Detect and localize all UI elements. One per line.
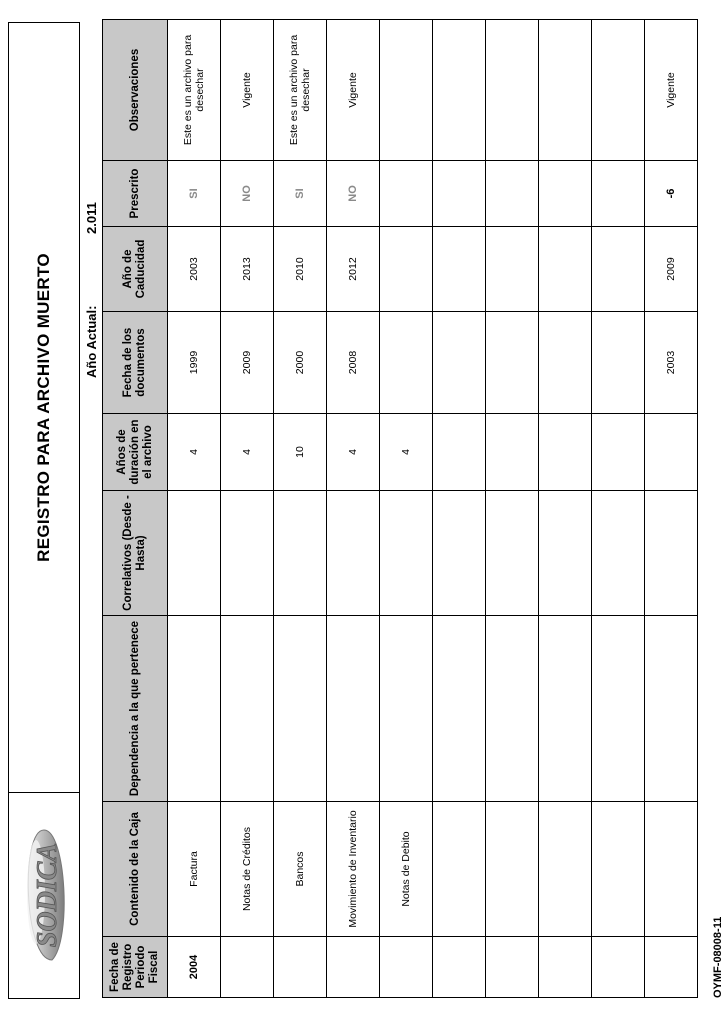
cell-correlativos bbox=[433, 491, 486, 616]
cell-observaciones bbox=[486, 20, 539, 161]
cell-duracion: 4 bbox=[221, 414, 274, 491]
col-header-fecha-documentos: Fecha de los documentos bbox=[103, 312, 168, 414]
cell-fecha-documentos bbox=[539, 312, 592, 414]
cell-prescrito bbox=[433, 161, 486, 227]
cell-dependencia bbox=[221, 616, 274, 802]
cell-duracion bbox=[539, 414, 592, 491]
logo-text: SODICA bbox=[32, 843, 63, 948]
current-year-line bbox=[84, 0, 102, 1014]
cell-observaciones: Este es un archivo para desechar bbox=[168, 20, 221, 161]
cell-observaciones: Este es un archivo para desechar bbox=[274, 20, 327, 161]
cell-fecha bbox=[592, 937, 645, 998]
cell-correlativos bbox=[486, 491, 539, 616]
cell-fecha bbox=[327, 937, 380, 998]
cell-fecha bbox=[221, 937, 274, 998]
cell-fecha: 2004 bbox=[168, 937, 221, 998]
cell-dependencia bbox=[645, 616, 698, 802]
cell-fecha-documentos: 2000 bbox=[274, 312, 327, 414]
col-header-dependencia: Dependencia a la que pertenece bbox=[103, 616, 168, 802]
cell-contenido: Factura bbox=[168, 802, 221, 937]
cell-prescrito bbox=[592, 161, 645, 227]
cell-fecha-documentos: 1999 bbox=[168, 312, 221, 414]
cell-prescrito bbox=[539, 161, 592, 227]
cell-correlativos bbox=[168, 491, 221, 616]
table-row bbox=[539, 20, 592, 998]
cell-duracion bbox=[645, 414, 698, 491]
cell-caducidad bbox=[592, 227, 645, 312]
cell-contenido: Notas de Créditos bbox=[221, 802, 274, 937]
cell-dependencia bbox=[486, 616, 539, 802]
cell-fecha bbox=[433, 937, 486, 998]
cell-observaciones bbox=[433, 20, 486, 161]
cell-contenido bbox=[486, 802, 539, 937]
cell-caducidad bbox=[539, 227, 592, 312]
cell-prescrito: NO bbox=[327, 161, 380, 227]
table-row bbox=[592, 20, 645, 998]
cell-duracion: 4 bbox=[380, 414, 433, 491]
current-year-value: 2.011 bbox=[84, 202, 99, 234]
cell-fecha bbox=[486, 937, 539, 998]
cell-dependencia bbox=[433, 616, 486, 802]
col-header-observaciones: Observaciones bbox=[103, 20, 168, 161]
cell-dependencia bbox=[592, 616, 645, 802]
cell-duracion bbox=[592, 414, 645, 491]
cell-caducidad bbox=[380, 227, 433, 312]
cell-contenido bbox=[433, 802, 486, 937]
company-logo bbox=[14, 821, 74, 971]
cell-dependencia bbox=[380, 616, 433, 802]
cell-prescrito: SI bbox=[168, 161, 221, 227]
cell-fecha-documentos bbox=[380, 312, 433, 414]
cell-correlativos bbox=[327, 491, 380, 616]
cell-caducidad: 2003 bbox=[168, 227, 221, 312]
cell-dependencia bbox=[168, 616, 221, 802]
cell-dependencia bbox=[539, 616, 592, 802]
cell-observaciones bbox=[592, 20, 645, 161]
table-row bbox=[380, 20, 433, 998]
cell-fecha-documentos bbox=[592, 312, 645, 414]
form-code: OYMF-08008-11 bbox=[712, 916, 724, 998]
cell-contenido: Movimiento de Inventario bbox=[327, 802, 380, 937]
table-row bbox=[221, 20, 274, 998]
cell-fecha-documentos: 2009 bbox=[221, 312, 274, 414]
table-row bbox=[274, 20, 327, 998]
cell-fecha bbox=[274, 937, 327, 998]
cell-fecha-documentos bbox=[433, 312, 486, 414]
document-title: REGISTRO PARA ARCHIVO MUERTO bbox=[34, 253, 53, 562]
cell-observaciones bbox=[539, 20, 592, 161]
cell-caducidad bbox=[486, 227, 539, 312]
cell-caducidad: 2013 bbox=[221, 227, 274, 312]
cell-contenido bbox=[645, 802, 698, 937]
cell-dependencia bbox=[327, 616, 380, 802]
cell-correlativos bbox=[645, 491, 698, 616]
table-row bbox=[168, 20, 221, 998]
table-row bbox=[433, 20, 486, 998]
cell-caducidad: 2010 bbox=[274, 227, 327, 312]
registry-table bbox=[102, 19, 698, 998]
cell-prescrito bbox=[380, 161, 433, 227]
cell-prescrito: SI bbox=[274, 161, 327, 227]
cell-observaciones bbox=[380, 20, 433, 161]
cell-correlativos bbox=[592, 491, 645, 616]
cell-duracion bbox=[486, 414, 539, 491]
cell-duracion: 4 bbox=[327, 414, 380, 491]
cell-correlativos bbox=[221, 491, 274, 616]
cell-contenido: Notas de Debito bbox=[380, 802, 433, 937]
col-header-prescrito: Prescrito bbox=[103, 161, 168, 227]
cell-caducidad: 2012 bbox=[327, 227, 380, 312]
col-header-contenido: Contenido de la Caja bbox=[103, 802, 168, 937]
cell-fecha-documentos bbox=[486, 312, 539, 414]
cell-fecha bbox=[380, 937, 433, 998]
cell-fecha bbox=[645, 937, 698, 998]
cell-prescrito bbox=[486, 161, 539, 227]
cell-contenido bbox=[539, 802, 592, 937]
logo-cell bbox=[9, 792, 79, 998]
cell-duracion: 4 bbox=[168, 414, 221, 491]
col-header-caducidad: Año de Caducidad bbox=[103, 227, 168, 312]
cell-observaciones: Vigente bbox=[645, 20, 698, 161]
current-year-label: Año Actual: bbox=[84, 305, 99, 378]
cell-correlativos bbox=[539, 491, 592, 616]
cell-caducidad bbox=[433, 227, 486, 312]
col-header-fecha-registro: Fecha de Registro Periodo Fiscal bbox=[103, 937, 168, 998]
table-header-row bbox=[103, 20, 168, 998]
cell-prescrito: -6 bbox=[645, 161, 698, 227]
cell-duracion bbox=[433, 414, 486, 491]
cell-contenido bbox=[592, 802, 645, 937]
cell-fecha-documentos: 2008 bbox=[327, 312, 380, 414]
col-header-correlativos: Correlativos (Desde -Hasta) bbox=[103, 491, 168, 616]
cell-contenido: Bancos bbox=[274, 802, 327, 937]
cell-prescrito: NO bbox=[221, 161, 274, 227]
cell-observaciones: Vigente bbox=[221, 20, 274, 161]
table-row bbox=[486, 20, 539, 998]
cell-correlativos bbox=[380, 491, 433, 616]
document-header bbox=[8, 22, 80, 999]
cell-correlativos bbox=[274, 491, 327, 616]
cell-fecha bbox=[539, 937, 592, 998]
table-row bbox=[645, 20, 698, 998]
cell-observaciones: Vigente bbox=[327, 20, 380, 161]
cell-caducidad: 2009 bbox=[645, 227, 698, 312]
cell-fecha-documentos: 2003 bbox=[645, 312, 698, 414]
col-header-duracion: Años de duración en el archivo bbox=[103, 414, 168, 491]
cell-duracion: 10 bbox=[274, 414, 327, 491]
cell-dependencia bbox=[274, 616, 327, 802]
table-row bbox=[327, 20, 380, 998]
